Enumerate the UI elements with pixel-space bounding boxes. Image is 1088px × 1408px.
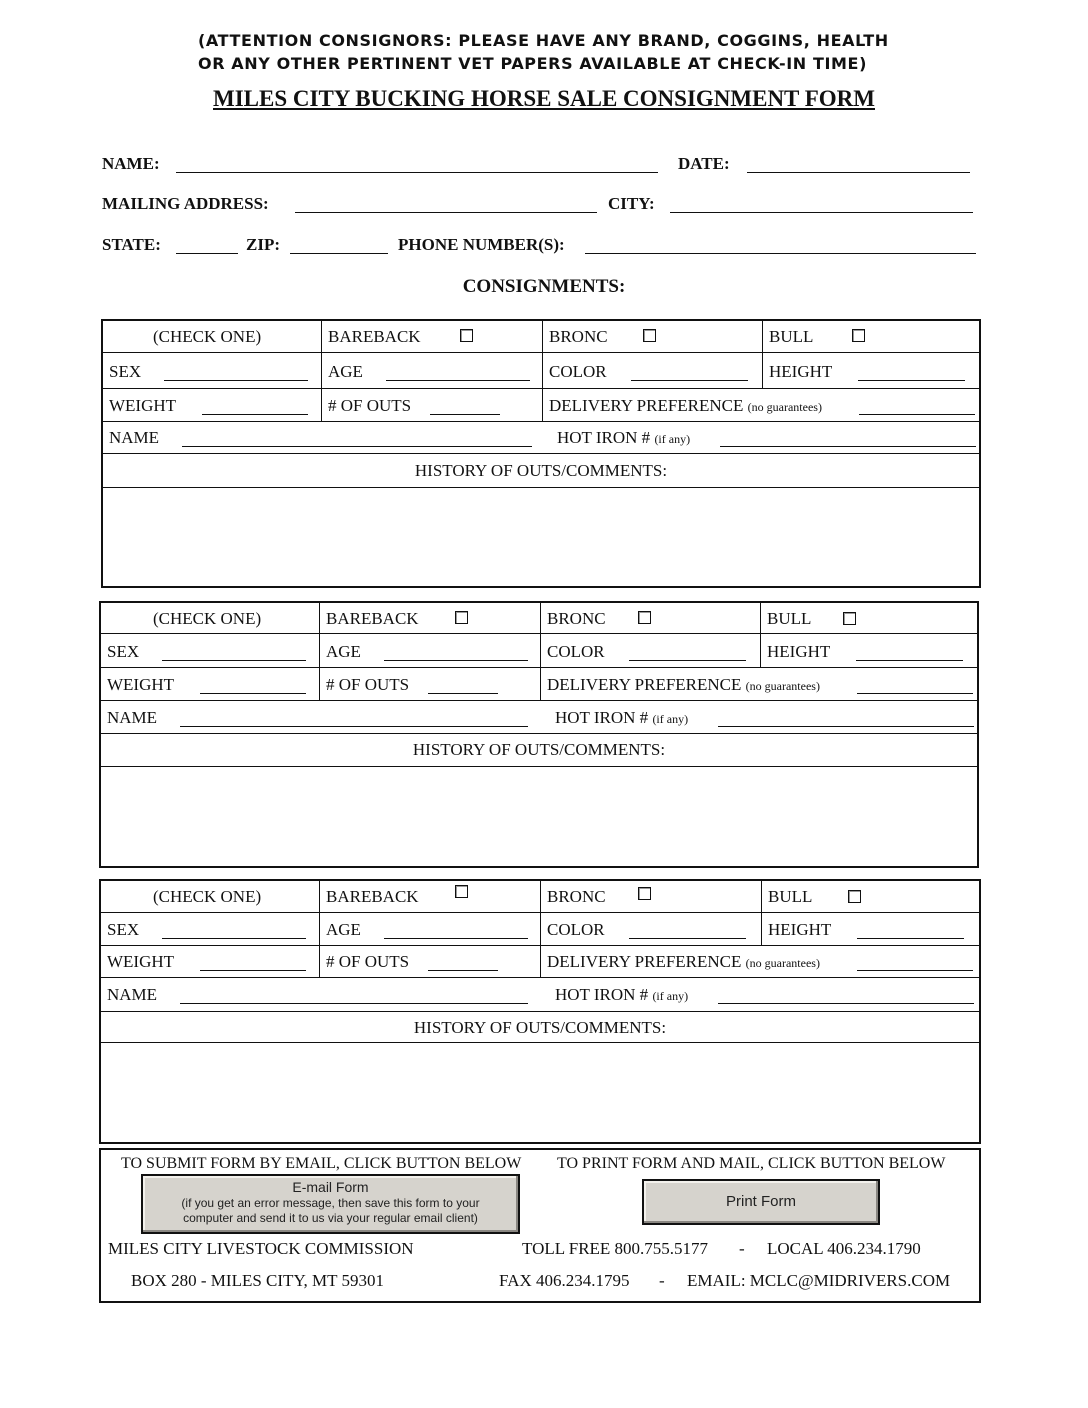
height-field[interactable]	[857, 938, 964, 939]
delivery-text: DELIVERY PREFERENCE	[547, 952, 742, 971]
separator-dash: -	[659, 1271, 665, 1290]
delivery-label	[547, 675, 820, 695]
height-label: HEIGHT	[767, 642, 831, 661]
delivery-label	[547, 952, 820, 972]
consignment-block-2	[99, 601, 979, 868]
bronc-label: BRONC	[547, 887, 606, 906]
bareback-checkbox[interactable]	[455, 611, 468, 624]
email-button-note-1: (if you get an error message, then save this form to your	[181, 1196, 480, 1210]
bull-checkbox[interactable]	[848, 890, 861, 903]
history-comments-area[interactable]	[103, 488, 979, 586]
consignment-block-1	[101, 319, 981, 588]
bareback-label: BAREBACK	[328, 327, 421, 346]
bareback-label: BAREBACK	[326, 887, 419, 906]
age-field[interactable]	[386, 380, 530, 381]
print-form-button[interactable]: Print Form	[642, 1179, 880, 1225]
bull-label: BULL	[769, 327, 814, 346]
sex-field[interactable]	[164, 380, 308, 381]
color-field[interactable]	[631, 380, 748, 381]
hot-iron-text: HOT IRON #	[555, 708, 649, 727]
bronc-label: BRONC	[549, 327, 608, 346]
horse-name-label: NAME	[109, 428, 160, 447]
weight-field[interactable]	[200, 693, 306, 694]
no-guarantees-text: (no guarantees)	[745, 956, 820, 970]
age-field[interactable]	[384, 660, 528, 661]
outs-field[interactable]	[428, 693, 498, 694]
delivery-text: DELIVERY PREFERENCE	[549, 396, 744, 415]
delivery-field[interactable]	[857, 693, 973, 694]
if-any-text: (if any)	[652, 989, 689, 1003]
color-field[interactable]	[629, 938, 746, 939]
bull-label: BULL	[767, 609, 812, 628]
no-guarantees-text: (no guarantees)	[747, 400, 822, 414]
bull-label: BULL	[768, 887, 813, 906]
no-guarantees-text: (no guarantees)	[745, 679, 820, 693]
history-label: HISTORY OF OUTS/COMMENTS:	[414, 461, 668, 480]
weight-label: WEIGHT	[107, 675, 175, 694]
bareback-checkbox[interactable]	[455, 885, 468, 898]
check-one-label: (CHECK ONE)	[153, 609, 262, 628]
check-one-label: (CHECK ONE)	[153, 327, 262, 346]
sex-field[interactable]	[162, 938, 306, 939]
zip-label: ZIP:	[246, 235, 280, 254]
height-field[interactable]	[858, 380, 965, 381]
bronc-checkbox[interactable]	[643, 329, 656, 342]
email-form-button[interactable]	[141, 1174, 520, 1234]
attention-notice-line2: OR ANY OTHER PERTINENT VET PAPERS AVAILABLE AT CHECK-IN TIME)	[198, 54, 867, 73]
fax-number: FAX 406.234.1795	[499, 1271, 630, 1290]
color-label: COLOR	[547, 920, 605, 939]
email-instruction: TO SUBMIT FORM BY EMAIL, CLICK BUTTON BELOW	[121, 1155, 522, 1172]
state-label: STATE:	[102, 235, 161, 254]
horse-name-label: NAME	[107, 708, 158, 727]
outs-label: # OF OUTS	[326, 675, 410, 694]
separator-dash: -	[739, 1239, 745, 1258]
hot-iron-label	[557, 428, 690, 448]
local-number: LOCAL 406.234.1790	[767, 1239, 921, 1258]
email-button-title: E-mail Form	[292, 1179, 369, 1195]
email-button-note-2: computer and send it to us via your regular email client)	[183, 1211, 478, 1225]
hot-iron-field[interactable]	[718, 726, 974, 727]
mailing-address-label: MAILING ADDRESS:	[102, 194, 269, 213]
sex-label: SEX	[107, 642, 140, 661]
hot-iron-text: HOT IRON #	[555, 985, 649, 1004]
bareback-label: BAREBACK	[326, 609, 419, 628]
print-instruction: TO PRINT FORM AND MAIL, CLICK BUTTON BELOW	[557, 1155, 946, 1172]
horse-name-field[interactable]	[180, 726, 528, 727]
mailing-box-address: BOX 280 - MILES CITY, MT 59301	[131, 1271, 384, 1290]
delivery-field[interactable]	[857, 970, 973, 971]
footer-box	[99, 1148, 981, 1303]
hot-iron-label	[555, 985, 688, 1005]
bull-checkbox[interactable]	[852, 329, 865, 342]
weight-field[interactable]	[202, 414, 308, 415]
bareback-checkbox[interactable]	[460, 329, 473, 342]
date-field[interactable]	[747, 172, 970, 173]
weight-label: WEIGHT	[107, 952, 175, 971]
contact-email: EMAIL: MCLC@MIDRIVERS.COM	[687, 1271, 951, 1290]
age-label: AGE	[326, 920, 361, 939]
height-field[interactable]	[856, 660, 963, 661]
outs-field[interactable]	[430, 414, 500, 415]
delivery-field[interactable]	[859, 414, 975, 415]
phone-label: PHONE NUMBER(S):	[398, 235, 565, 254]
age-field[interactable]	[384, 938, 528, 939]
delivery-text: DELIVERY PREFERENCE	[547, 675, 742, 694]
history-label: HISTORY OF OUTS/COMMENTS:	[412, 740, 666, 759]
bronc-label: BRONC	[547, 609, 606, 628]
color-label: COLOR	[549, 362, 607, 381]
horse-name-field[interactable]	[180, 1003, 528, 1004]
toll-free-number: TOLL FREE 800.755.5177	[522, 1239, 709, 1258]
color-field[interactable]	[629, 660, 746, 661]
outs-label: # OF OUTS	[326, 952, 410, 971]
history-comments-area[interactable]	[101, 1043, 979, 1142]
sex-label: SEX	[109, 362, 142, 381]
age-label: AGE	[326, 642, 361, 661]
bronc-checkbox[interactable]	[638, 611, 651, 624]
weight-label: WEIGHT	[109, 396, 177, 415]
if-any-text: (if any)	[654, 432, 691, 446]
outs-field[interactable]	[428, 970, 498, 971]
consignment-block-3	[99, 879, 981, 1144]
state-field[interactable]	[176, 253, 238, 254]
attention-notice-line1: (ATTENTION CONSIGNORS: PLEASE HAVE ANY BRAND, COGGINS, HEALTH	[198, 31, 889, 50]
bronc-checkbox[interactable]	[638, 887, 651, 900]
consignments-heading: CONSIGNMENTS:	[462, 276, 626, 297]
height-label: HEIGHT	[769, 362, 833, 381]
mailing-address-field[interactable]	[295, 212, 597, 213]
sex-label: SEX	[107, 920, 140, 939]
name-label: NAME:	[102, 154, 160, 173]
horse-name-label: NAME	[107, 985, 158, 1004]
hot-iron-text: HOT IRON #	[557, 428, 651, 447]
hot-iron-label	[555, 708, 688, 728]
hot-iron-field[interactable]	[718, 1003, 974, 1004]
city-label: CITY:	[608, 194, 655, 213]
weight-field[interactable]	[200, 970, 306, 971]
history-comments-area[interactable]	[101, 767, 977, 866]
sex-field[interactable]	[162, 660, 306, 661]
age-label: AGE	[328, 362, 363, 381]
phone-field[interactable]	[585, 253, 976, 254]
outs-label: # OF OUTS	[328, 396, 412, 415]
organization-name: MILES CITY LIVESTOCK COMMISSION	[108, 1239, 414, 1258]
date-label: DATE:	[678, 154, 730, 173]
if-any-text: (if any)	[652, 712, 689, 726]
delivery-label	[549, 396, 822, 416]
check-one-label: (CHECK ONE)	[153, 887, 262, 906]
history-label: HISTORY OF OUTS/COMMENTS:	[413, 1018, 667, 1037]
bull-checkbox[interactable]	[843, 612, 856, 625]
zip-field[interactable]	[290, 253, 388, 254]
form-title: MILES CITY BUCKING HORSE SALE CONSIGNMENT FORM	[213, 86, 875, 111]
hot-iron-field[interactable]	[720, 446, 976, 447]
name-field[interactable]	[176, 172, 658, 173]
horse-name-field[interactable]	[182, 446, 532, 447]
height-label: HEIGHT	[768, 920, 832, 939]
city-field[interactable]	[670, 212, 973, 213]
color-label: COLOR	[547, 642, 605, 661]
